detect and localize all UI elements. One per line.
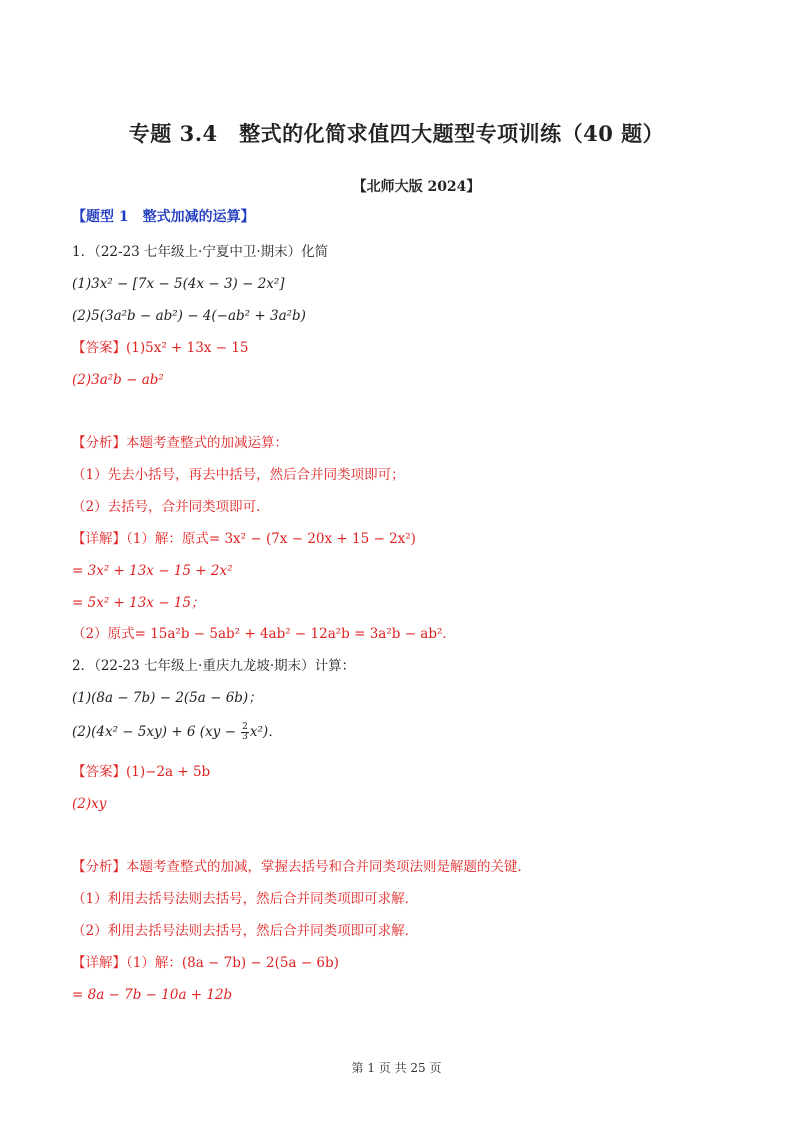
q2-stem: 2．（22-23 七年级上·重庆九龙坡·期末）计算： (72, 658, 356, 674)
q1-stem: 1．（22-23 七年级上·宁夏中卫·期末）化简 (72, 244, 329, 260)
q2-detail-2: = 8a − 7b − 10a + 12b (72, 987, 233, 1003)
q1-analysis-2: （2）去括号，合并同类项即可． (72, 499, 270, 515)
q2-answer1: 【答案】(1)−2a + 5b (72, 764, 211, 780)
q1-detail-2: = 3x² + 13x − 15 + 2x² (72, 563, 233, 579)
q1-detail-4: （2）原式= 15a²b − 5ab² + 4ab² − 12a²b = 3a²b − ab²． (72, 626, 456, 642)
q2-part1: (1)(8a − 7b) − 2(5a − 6b)； (72, 690, 262, 706)
q1-detail-3: = 5x² + 13x − 15； (72, 595, 205, 611)
q2-part2-pre: (2)(4x² − 5xy) + 6 (xy − (72, 724, 241, 740)
fraction-numerator: 2 (242, 722, 248, 732)
q1-answer2: (2)3a²b − ab² (72, 372, 164, 388)
q1-analysis: 【分析】本题考查整式的加减运算： (72, 435, 288, 451)
q2-analysis-2: （2）利用去括号法则去括号，然后合并同类项即可求解． (72, 923, 419, 939)
q2-answer2: (2)xy (72, 796, 107, 812)
q2-analysis-1: （1）利用去括号法则去括号，然后合并同类项即可求解． (72, 891, 419, 907)
q2-part2 (72, 722, 282, 742)
page-title: 专题 3.4 整式的化简求值四大题型专项训练（40 题） (128, 121, 665, 146)
section-heading: 【题型 1 整式加减的运算】 (72, 209, 255, 225)
edition-label: 【北师大版 2024】 (352, 179, 481, 195)
q2-part2-post: x²)． (249, 724, 282, 740)
q1-analysis-1: （1）先去小括号，再去中括号，然后合并同类项即可； (72, 467, 405, 483)
fraction-denominator: 3 (242, 732, 248, 742)
q1-part2: (2)5(3a²b − ab²) − 4(−ab² + 3a²b) (72, 308, 306, 324)
fraction (241, 723, 249, 742)
q1-answer1: 【答案】(1)5x² + 13x − 15 (72, 340, 249, 356)
q2-analysis: 【分析】本题考查整式的加减，掌握去括号和合并同类项法则是解题的关键． (72, 859, 531, 875)
page-footer: 第 1 页 共 25 页 (351, 1061, 442, 1075)
q1-part1: (1)3x² − [7x − 5(4x − 3) − 2x²] (72, 276, 285, 292)
q1-detail-1: 【详解】（1）解：原式= 3x² − (7x − 20x + 15 − 2x²) (72, 531, 416, 547)
q2-detail-1: 【详解】（1）解：(8a − 7b) − 2(5a − 6b) (72, 955, 339, 971)
